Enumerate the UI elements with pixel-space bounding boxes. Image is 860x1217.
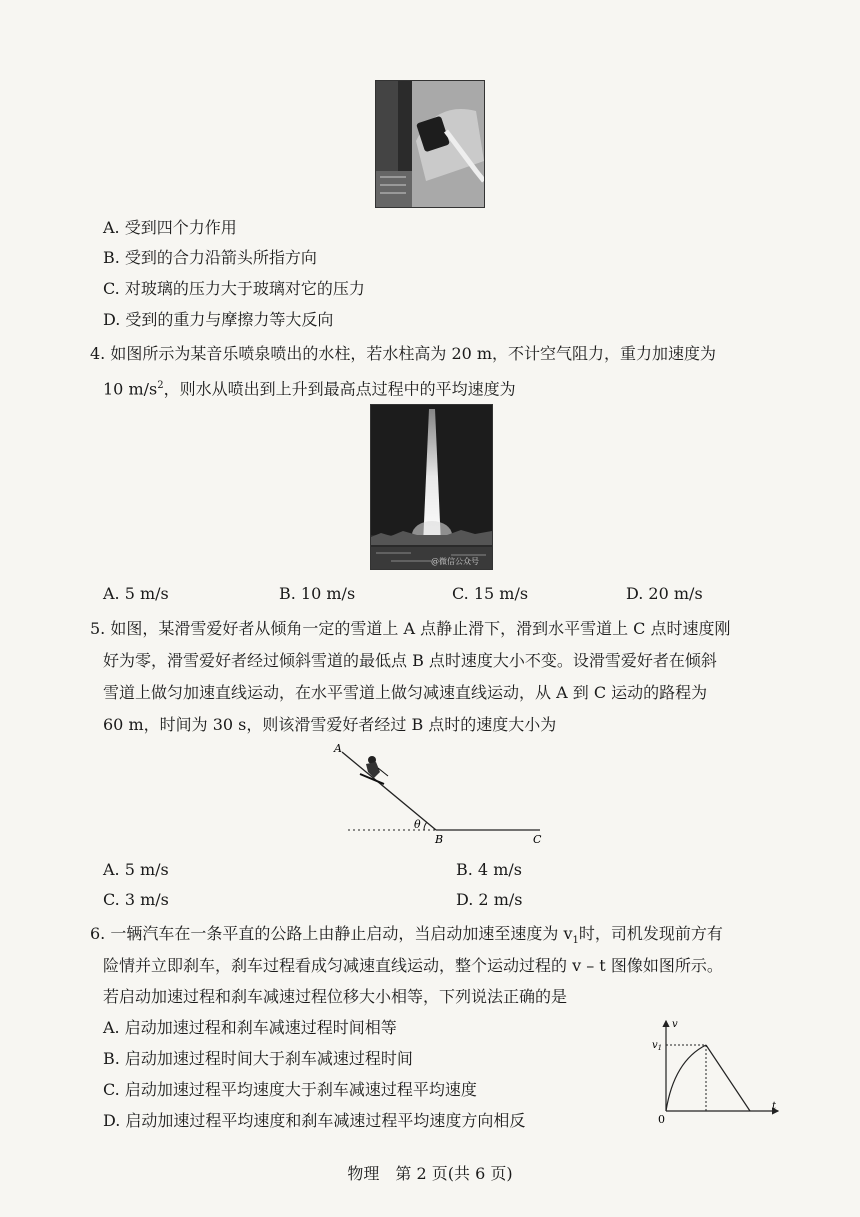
q6-label-v1-main: v: [652, 1040, 658, 1051]
q4-photo-watermark: @微信公众号: [431, 557, 479, 566]
q6-option-a: A. 启动加速过程和刹车减速过程时间相等: [103, 1018, 397, 1037]
q3-photo-drawing: [376, 81, 484, 207]
q6-decel-line: [706, 1045, 750, 1111]
q5-option-b: B. 4 m/s: [456, 860, 522, 879]
q4-option-c: C. 15 m/s: [452, 584, 529, 603]
q6-vt-graph: [648, 1013, 788, 1129]
q3-photo: [375, 80, 485, 208]
q5-label-b: B: [435, 833, 444, 846]
q5-label-theta: θ: [414, 818, 421, 831]
q5-stem-line2: 好为零，滑雪爱好者经过倾斜雪道的最低点 B 点时速度大小不变。设滑雪爱好者在倾斜: [103, 651, 717, 670]
q3-option-a: A. 受到四个力作用: [103, 218, 237, 237]
q6-option-d: D. 启动加速过程平均速度和刹车减速过程平均速度方向相反: [103, 1111, 526, 1130]
q3-option-c: C. 对玻璃的压力大于玻璃对它的压力: [103, 279, 365, 298]
q6-stem-line1-sub: 1: [572, 935, 579, 947]
q5-stem-line1: 5. 如图，某滑雪爱好者从倾角一定的雪道上 A 点静止滑下，滑到水平雪道上 C 点时速度刚: [90, 619, 731, 638]
q5-angle-arc: [424, 822, 427, 830]
q5-option-d: D. 2 m/s: [456, 890, 523, 909]
q5-stem-line3: 雪道上做匀加速直线运动，在水平雪道上做匀减速直线运动，从 A 到 C 运动的路程为: [103, 683, 708, 702]
q5-slope-diagram: [330, 740, 560, 850]
q6-label-v: v: [672, 1019, 678, 1030]
q6-stem-line2: 险情并立即刹车，刹车过程看成匀减速直线运动，整个运动过程的 v – t 图像如图所示。: [103, 956, 723, 975]
q6-label-origin: 0: [658, 1113, 665, 1126]
q4-option-b: B. 10 m/s: [279, 584, 356, 603]
q5-label-c: C: [533, 833, 542, 846]
q5-label-a: A: [334, 742, 342, 755]
q3-option-b: B. 受到的合力沿箭头所指方向: [103, 248, 317, 267]
q6-stem-line1-a: 6. 一辆汽车在一条平直的公路上由静止启动，当启动加速至速度为 v: [90, 924, 573, 943]
q3-option-d: D. 受到的重力与摩擦力等大反向: [103, 310, 334, 329]
q6-option-c: C. 启动加速过程平均速度大于刹车减速过程平均速度: [103, 1080, 477, 1099]
q4-fountain-photo: [370, 404, 493, 570]
q6-label-t: t: [772, 1101, 777, 1112]
q6-label-v1-sub: 1: [657, 1044, 663, 1052]
q5-stem-line4: 60 m，时间为 30 s，则该滑雪爱好者经过 B 点时的速度大小为: [103, 715, 557, 734]
q6-accel-curve: [666, 1045, 706, 1111]
q6-stem-line1-b: 时，司机发现前方有: [578, 924, 723, 943]
q4-option-a: A. 5 m/s: [103, 584, 169, 603]
q4-unit: 10 m/s: [103, 379, 158, 399]
q4-option-d: D. 20 m/s: [626, 584, 703, 603]
q5-incline-line: [342, 752, 436, 830]
q6-stem-line1: [90, 923, 723, 952]
page-footer: 物理 第 2 页(共 6 页): [347, 1164, 513, 1183]
q5-option-a: A. 5 m/s: [103, 860, 169, 879]
q4-stem-line2-rest: ，则水从喷出到上升到最高点过程中的平均速度为: [163, 379, 516, 399]
q4-fountain-drawing: [371, 405, 492, 569]
q5-option-c: C. 3 m/s: [103, 890, 169, 909]
q6-stem-line3: 若启动加速过程和刹车减速过程位移大小相等，下列说法正确的是: [103, 987, 568, 1006]
q4-unit-exponent: 2: [157, 380, 164, 391]
q4-stem-line1: 4. 如图所示为某音乐喷泉喷出的水柱，若水柱高为 20 m，不计空气阻力，重力加速度为: [90, 344, 717, 363]
q4-stem-line2: [103, 375, 516, 400]
q6-label-v1: [652, 1040, 662, 1052]
q6-option-b: B. 启动加速过程时间大于刹车减速过程时间: [103, 1049, 413, 1068]
